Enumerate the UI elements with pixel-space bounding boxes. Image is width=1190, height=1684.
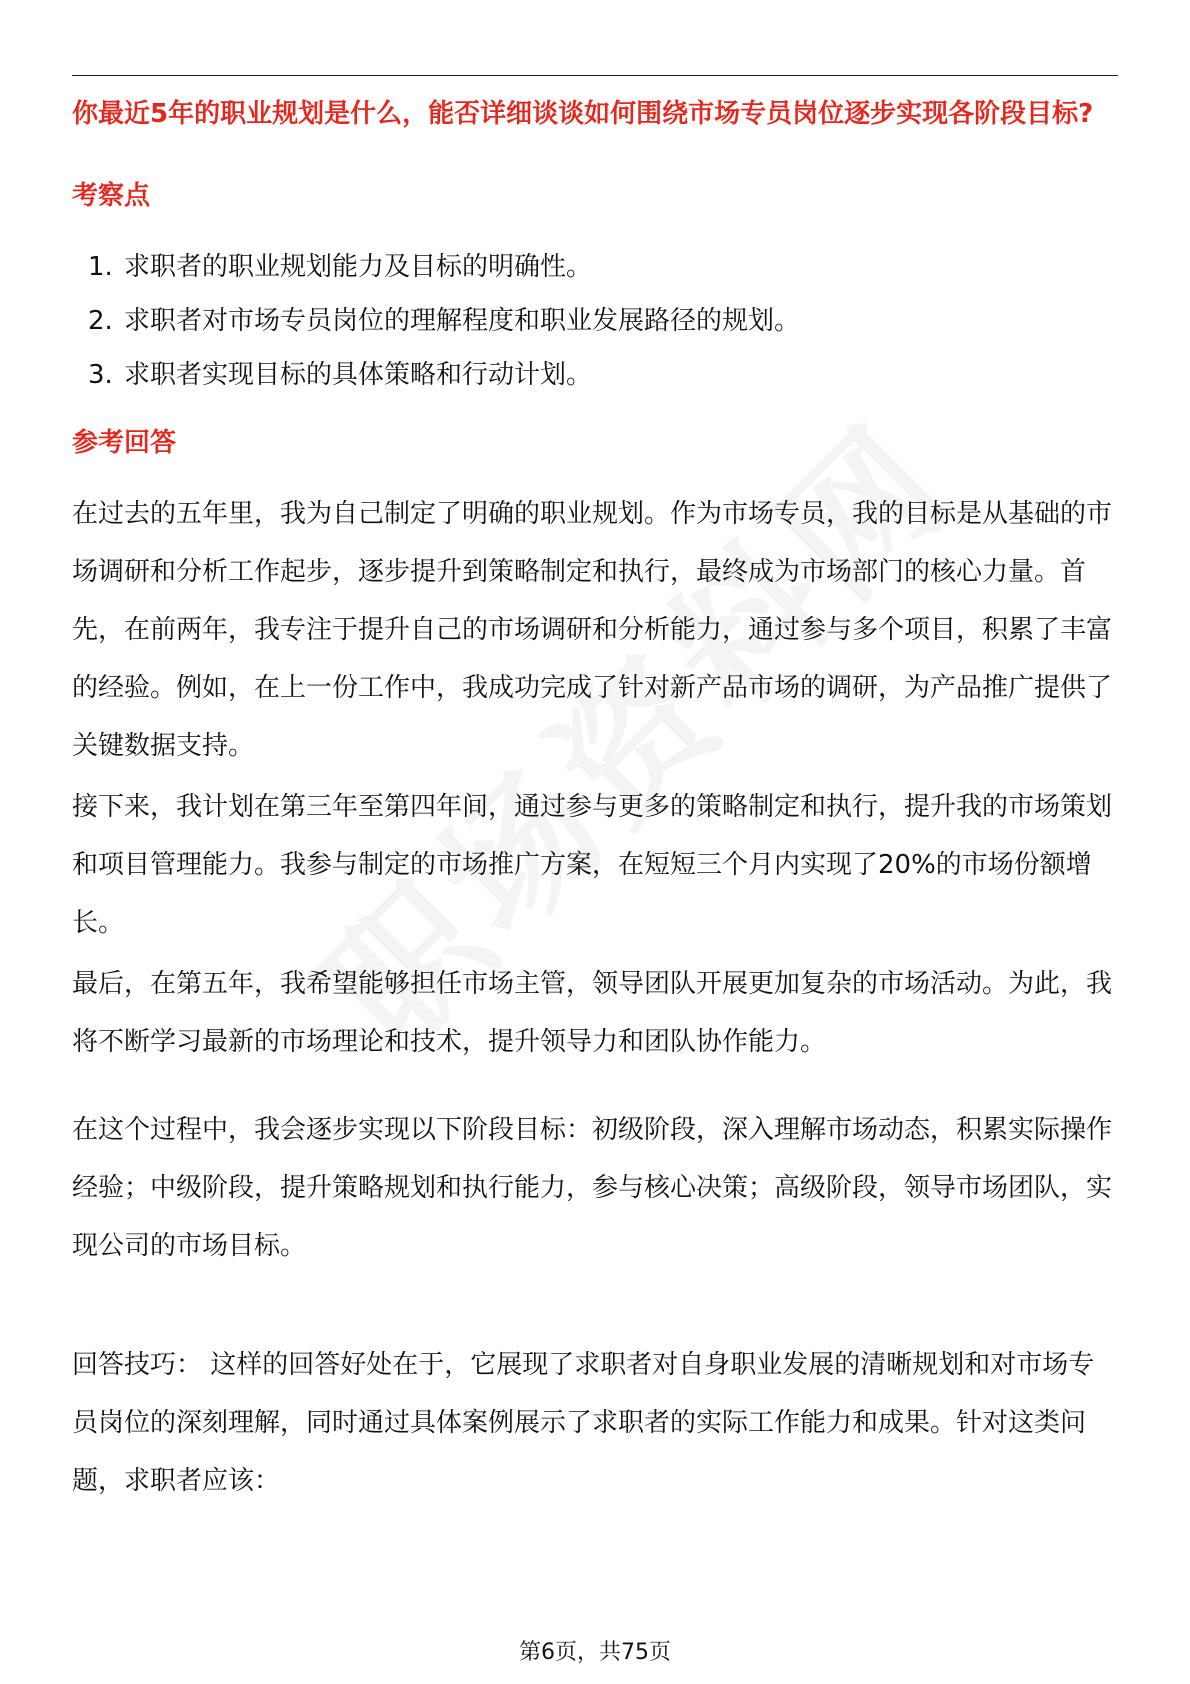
answer-heading: 参考回答	[72, 428, 177, 458]
answer-paragraph: 最后，在第五年，我希望能够担任市场主管，领导团队开展更加复杂的市场活动。为此，我将不断学习最新的市场理论和技术，提升领导力和团队协作能力。	[72, 969, 1113, 1057]
list-number: 3.	[88, 360, 113, 390]
answer-paragraph: 接下来，我计划在第三年至第四年间，通过参与更多的策略制定和执行，提升我的市场策划和项目管理能力。我参与制定的市场推广方案，在短短三个月内实现了20%的市场份额增长。	[72, 792, 1113, 938]
list-number: 2.	[88, 306, 113, 336]
points-list	[72, 249, 1118, 393]
page-number: 第6页，共75页	[519, 1640, 671, 1665]
list-text: 求职者实现目标的具体策略和行动计划。	[124, 360, 593, 390]
list-item	[72, 249, 1118, 285]
list-item	[72, 303, 1118, 339]
list-number: 1.	[88, 252, 113, 282]
header-divider	[72, 75, 1118, 76]
points-heading: 考察点	[72, 181, 151, 211]
answer-paragraph: 在过去的五年里，我为自己制定了明确的职业规划。作为市场专员，我的目标是从基础的市场调研和分析工作起步，逐步提升到策略制定和执行，最终成为市场部门的核心力量。首先，在前两年，我专注于提升自己的市场调研和分析能力，通过参与多个项目，积累了丰富的经验。例如，在上一份工作中，我成功完成了针对新产品市场的调研，为产品推广提供了关键数据支持。	[72, 499, 1113, 761]
tips-paragraph: 回答技巧： 这样的回答好处在于，它展现了求职者对自身职业发展的清晰规划和对市场专员岗位的深刻理解，同时通过具体案例展示了求职者的实际工作能力和成果。针对这类问题，求职者应该：	[72, 1350, 1095, 1496]
list-item	[72, 357, 1118, 393]
question-title: 你最近5年的职业规划是什么，能否详细谈谈如何围绕市场专员岗位逐步实现各阶段目标?	[72, 99, 1094, 129]
list-text: 求职者的职业规划能力及目标的明确性。	[124, 252, 593, 282]
list-text: 求职者对市场专员岗位的理解程度和职业发展路径的规划。	[124, 306, 801, 336]
answer-paragraph: 在这个过程中，我会逐步实现以下阶段目标：初级阶段，深入理解市场动态，积累实际操作经验；中级阶段，提升策略规划和执行能力，参与核心决策；高级阶段，领导市场团队，实现公司的市场目标。	[72, 1115, 1113, 1261]
